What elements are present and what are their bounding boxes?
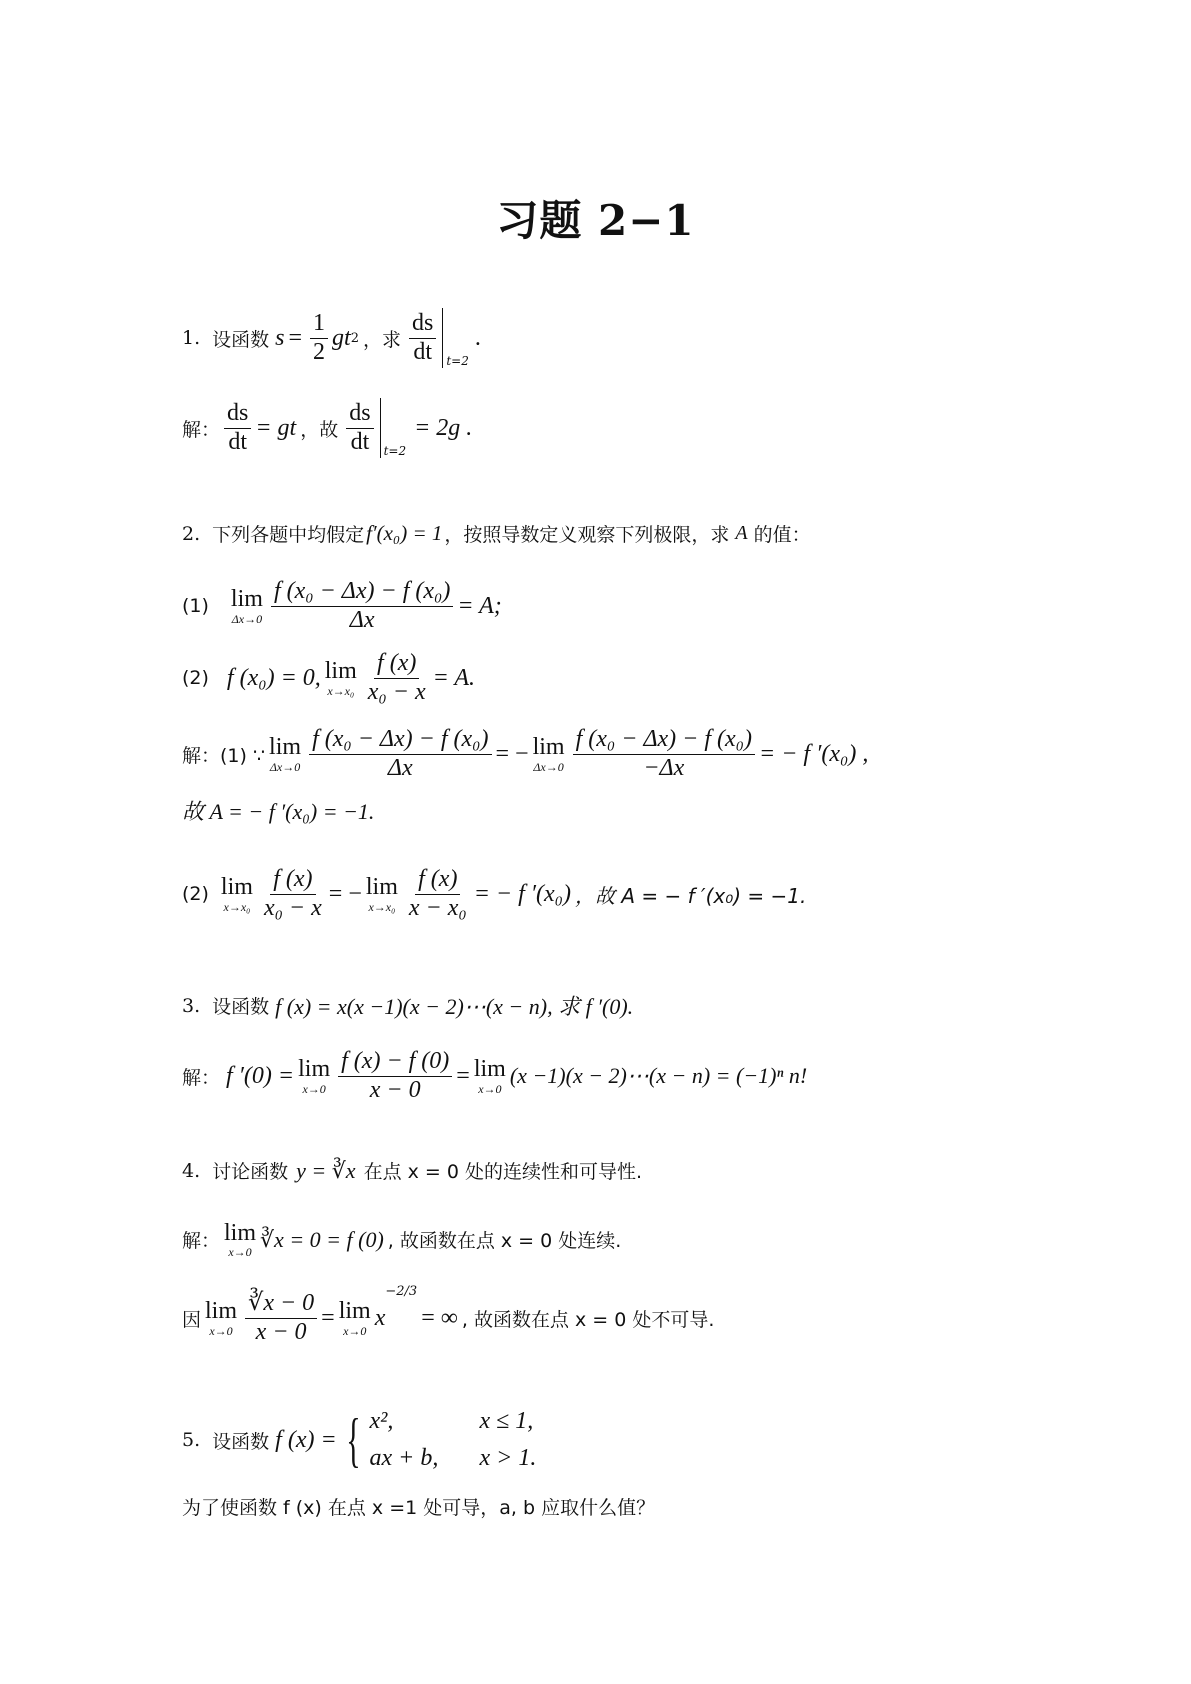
fraction-denominator: Δx bbox=[349, 606, 375, 633]
problem-number: 3. bbox=[182, 994, 201, 1017]
evaluation-bar: t=2 bbox=[442, 308, 469, 368]
page-title: 习题 2−1 bbox=[496, 196, 695, 245]
limit-operator bbox=[224, 1220, 256, 1260]
limit-operator bbox=[205, 1298, 237, 1338]
problem-text: ，求 bbox=[363, 328, 402, 351]
problem-text: 设函数 bbox=[212, 996, 270, 1018]
problem-number: 1. bbox=[182, 327, 201, 349]
fraction-numerator: ds bbox=[346, 400, 373, 429]
problem-number: 5. bbox=[182, 1429, 201, 1451]
fraction-denominator: Δx bbox=[387, 754, 413, 781]
lim-subscript: x→0 bbox=[343, 1323, 367, 1338]
period: . bbox=[474, 324, 481, 351]
lim-text: lim bbox=[269, 734, 302, 761]
lim-subscript: Δx→0 bbox=[269, 759, 301, 774]
derivative-fraction bbox=[224, 400, 251, 456]
left-brace: { bbox=[345, 1407, 361, 1473]
lim-subscript: x→x₀ bbox=[223, 899, 251, 914]
fraction-denominator: x − x₀ bbox=[408, 894, 467, 921]
math-expr: ∛x = 0 = f (0) bbox=[260, 1226, 384, 1252]
lim-text: lim bbox=[473, 1056, 506, 1083]
math-expr: = 2g . bbox=[414, 414, 473, 441]
math-expr: y = ∛x bbox=[296, 1157, 356, 1183]
fraction bbox=[573, 726, 755, 782]
lim-text: lim bbox=[338, 1298, 371, 1325]
problem-text: 的值： bbox=[753, 524, 811, 546]
fraction-numerator: ∛x − 0 bbox=[245, 1290, 317, 1319]
solution-label: 解： bbox=[182, 418, 221, 441]
problem-text: 设函数 bbox=[212, 328, 270, 351]
math-expr: = A; bbox=[457, 592, 502, 619]
math-expr: f′(x₀) = 1 bbox=[366, 521, 443, 545]
solution-4-continuity bbox=[182, 1220, 621, 1260]
fraction-denominator: dt bbox=[350, 428, 370, 455]
evaluation-bar: t=2 bbox=[380, 398, 407, 458]
solution-label: 解： bbox=[182, 1230, 221, 1253]
exponent: −2/3 bbox=[385, 1284, 418, 1299]
problem-number: 4. bbox=[182, 1159, 201, 1182]
limit-operator bbox=[339, 1298, 371, 1338]
solution-label: 因 bbox=[182, 1308, 202, 1331]
math-expr: = A. bbox=[432, 664, 476, 691]
lim-text: lim bbox=[365, 874, 398, 901]
solution-text: ，故 A = − f ′(x₀) = −1. bbox=[575, 883, 807, 908]
problem-3 bbox=[182, 990, 633, 1021]
solution-text: , 故函数在点 x = 0 处连续. bbox=[387, 1230, 622, 1253]
fraction-numerator: f (x₀ − Δx) − f (x₀) bbox=[309, 726, 491, 755]
fraction bbox=[406, 866, 470, 922]
problem-text: 讨论函数 bbox=[212, 1161, 289, 1183]
fraction-numerator: f (x) bbox=[415, 866, 460, 895]
part-label: (1) bbox=[182, 595, 209, 618]
exponent: 2 bbox=[350, 330, 359, 346]
problem-text: 设函数 bbox=[212, 1430, 270, 1453]
part-label: (2) bbox=[182, 883, 209, 906]
lim-subscript: x→x₀ bbox=[327, 683, 355, 698]
problem-5-question bbox=[182, 1493, 655, 1520]
limit-operator bbox=[298, 1056, 330, 1096]
lim-subscript: x→0 bbox=[209, 1323, 233, 1338]
math-eq: = bbox=[288, 324, 303, 351]
case-row bbox=[369, 1408, 536, 1435]
part-label: (2) bbox=[182, 667, 209, 690]
problem-4 bbox=[182, 1157, 642, 1184]
math-expr: = ∞ bbox=[421, 1304, 458, 1331]
math-expr: f (x₀) = 0, bbox=[226, 664, 321, 691]
fraction-numerator: 1 bbox=[310, 310, 328, 339]
solution-label: 解： bbox=[182, 1066, 221, 1089]
math-var: s bbox=[275, 324, 285, 351]
math-expr: f (x) = bbox=[275, 1426, 337, 1453]
math-expr: = − bbox=[495, 740, 529, 767]
math-expr: 故 A = − f ′(x₀) = −1. bbox=[182, 799, 375, 824]
fraction-denominator: 2 bbox=[313, 338, 326, 365]
fraction-denominator: dt bbox=[413, 338, 433, 365]
problem-2-part-2 bbox=[182, 650, 475, 706]
math-expr: = − f ′(x₀) bbox=[473, 880, 572, 907]
math-expr: f ′(0) = bbox=[226, 1062, 295, 1089]
lim-text: lim bbox=[298, 1056, 331, 1083]
problem-1 bbox=[182, 308, 481, 368]
solution-1 bbox=[182, 398, 472, 458]
fraction-numerator: f (x) bbox=[374, 650, 419, 679]
math-expr: = − f ′(x₀) , bbox=[759, 740, 869, 767]
fraction-denominator: −Δx bbox=[643, 754, 685, 781]
problem-5 bbox=[182, 1408, 536, 1472]
solution-2-conclusion bbox=[182, 795, 374, 826]
lim-text: lim bbox=[205, 1298, 238, 1325]
lim-text: lim bbox=[220, 874, 253, 901]
math-expr: f (x) = x(x −1)(x − 2)⋯(x − n), 求 f ′(0). bbox=[275, 994, 634, 1019]
fraction-numerator: f (x) bbox=[270, 866, 315, 895]
math-expr: = bbox=[321, 1304, 335, 1331]
math-expr: = gt bbox=[255, 414, 297, 441]
solution-4-differentiability bbox=[182, 1284, 715, 1346]
fraction-denominator: x − 0 bbox=[369, 1076, 421, 1103]
limit-operator bbox=[269, 734, 301, 774]
lim-subscript: x→0 bbox=[478, 1081, 502, 1096]
fraction-numerator: f (x₀ − Δx) − f (x₀) bbox=[573, 726, 755, 755]
fraction-denominator: x₀ − x bbox=[263, 894, 322, 921]
lim-subscript: x→x₀ bbox=[368, 899, 396, 914]
solution-label: 解：(1) ∵ bbox=[182, 744, 266, 767]
math-var: A bbox=[735, 522, 748, 544]
solution-text: ，故 bbox=[300, 418, 339, 441]
piecewise-cases bbox=[369, 1408, 536, 1472]
fraction bbox=[245, 1290, 317, 1346]
fraction-denominator: x₀ − x bbox=[367, 678, 426, 705]
derivative-fraction bbox=[409, 310, 436, 366]
fraction bbox=[338, 1048, 452, 1104]
fraction bbox=[365, 650, 429, 706]
math-expr: gt bbox=[332, 324, 351, 351]
fraction-numerator: f (x) − f (0) bbox=[338, 1048, 452, 1077]
lim-text: lim bbox=[230, 586, 263, 613]
case-expression: ax + b, bbox=[369, 1445, 439, 1471]
fraction-denominator: x − 0 bbox=[255, 1318, 307, 1345]
limit-operator bbox=[231, 586, 263, 626]
case-condition: x > 1. bbox=[479, 1445, 537, 1471]
lim-subscript: x→0 bbox=[302, 1081, 326, 1096]
case-expression: x², bbox=[369, 1408, 394, 1434]
limit-operator bbox=[474, 1056, 506, 1096]
lim-subscript: Δx→0 bbox=[533, 759, 564, 774]
case-condition: x ≤ 1, bbox=[479, 1408, 534, 1434]
solution-2-part-2 bbox=[182, 866, 806, 922]
limit-operator bbox=[533, 734, 565, 774]
limit-operator bbox=[325, 658, 357, 698]
problem-2-part-1 bbox=[182, 578, 502, 634]
derivative-fraction bbox=[346, 400, 373, 456]
fraction bbox=[261, 866, 325, 922]
fraction-denominator: dt bbox=[228, 428, 248, 455]
math-expr: = − bbox=[328, 880, 362, 907]
fraction-numerator: ds bbox=[224, 400, 251, 429]
solution-text: , 故函数在点 x = 0 处不可导. bbox=[461, 1308, 715, 1331]
solution-2-part-1 bbox=[182, 726, 868, 782]
problem-text: 在点 x = 0 处的连续性和可导性. bbox=[363, 1161, 643, 1183]
lim-text: lim bbox=[324, 658, 357, 685]
fraction bbox=[310, 310, 328, 366]
lim-text: lim bbox=[532, 734, 565, 761]
lim-text: lim bbox=[224, 1220, 257, 1246]
problem-number: 2. bbox=[182, 522, 201, 545]
lim-subscript: Δx→0 bbox=[231, 611, 263, 626]
fraction-numerator: f (x₀ − Δx) − f (x₀) bbox=[271, 578, 453, 607]
fraction-numerator: ds bbox=[409, 310, 436, 339]
limit-operator bbox=[366, 874, 398, 914]
limit-operator bbox=[221, 874, 253, 914]
math-expr: (x −1)(x − 2)⋯(x − n) = (−1)ⁿ n! bbox=[509, 1063, 808, 1089]
solution-3 bbox=[182, 1048, 807, 1104]
problem-text: ，按照导数定义观察下列极限，求 bbox=[444, 524, 730, 546]
fraction bbox=[271, 578, 453, 634]
problem-text: 为了使函数 f (x) 在点 x =1 处可导，a, b 应取什么值？ bbox=[182, 1497, 656, 1519]
math-expr: = bbox=[456, 1062, 470, 1089]
case-row bbox=[369, 1445, 536, 1472]
lim-subscript: x→0 bbox=[228, 1245, 252, 1260]
math-var: x bbox=[374, 1304, 386, 1331]
problem-text: 下列各题中均假定 bbox=[212, 524, 365, 546]
fraction bbox=[309, 726, 491, 782]
problem-2 bbox=[182, 520, 811, 547]
